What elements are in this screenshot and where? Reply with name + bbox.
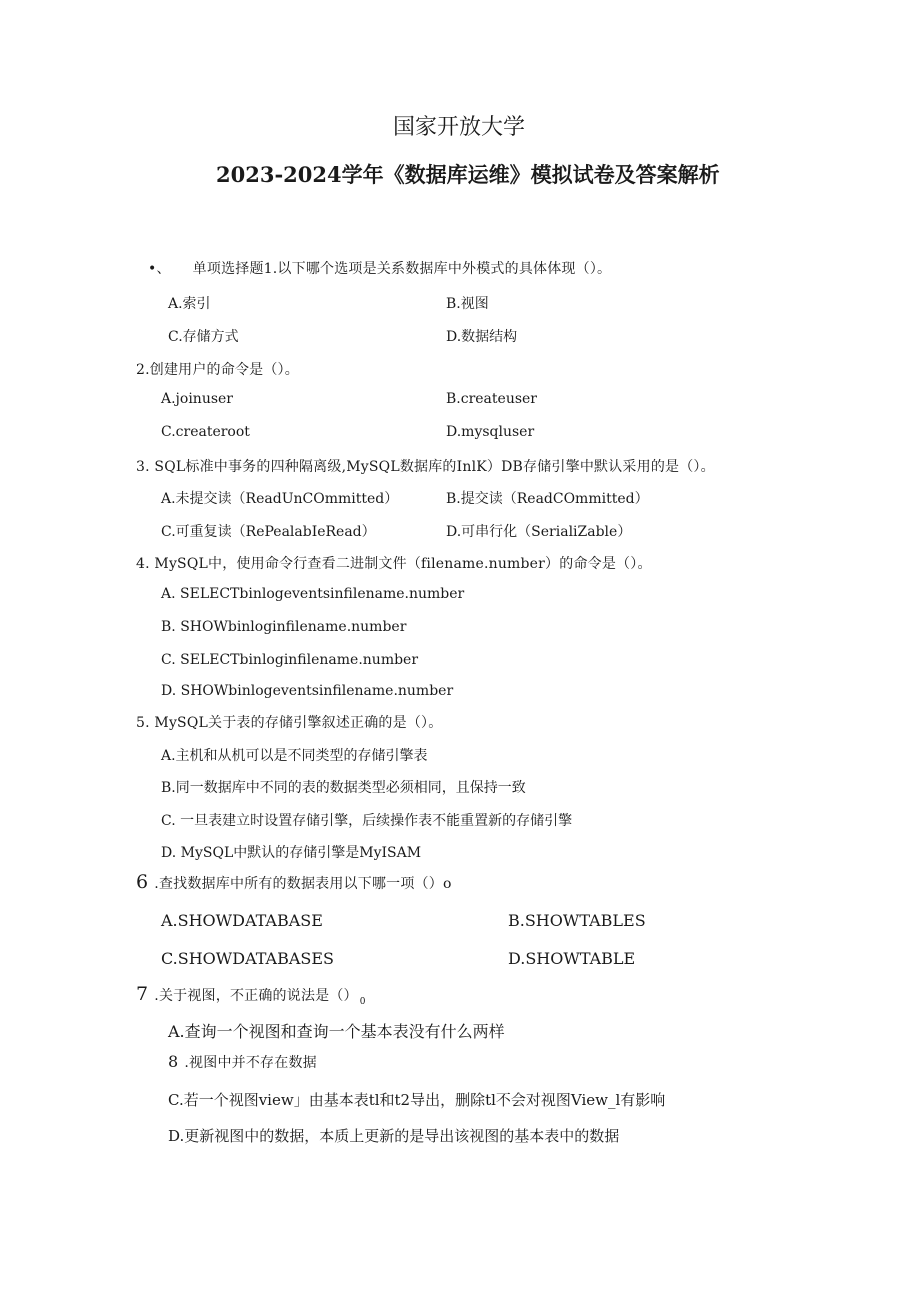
- question-5: 5. MySQL关于表的存储引擎叙述正确的是（）。: [136, 715, 443, 731]
- q5-option-a: A.主机和从机可以是不同类型的存储引擎表: [161, 748, 428, 764]
- q6-option-b: B.SHOWTABLES: [508, 911, 646, 930]
- question-6-number: 6: [136, 871, 149, 893]
- question-2: 2.创建用户的命令是（）。: [136, 362, 299, 378]
- question-6-text: .查找数据库中所有的数据表用以下哪一项（）o: [154, 876, 452, 892]
- question-7: [136, 983, 366, 1007]
- q2-option-a: A.joinuser: [161, 391, 234, 407]
- q1-option-d: D.数据结构: [446, 329, 518, 345]
- question-7-number: 7: [136, 983, 149, 1005]
- q7-option-a: A.查询一个视图和查询一个基本表没有什么两样: [168, 1022, 505, 1041]
- question-3: 3. SQL标准中事务的四种隔离级,MySQL数据库的InlK）DB存储引擎中默认采用的是（）。: [136, 459, 715, 475]
- question-8: [168, 1052, 317, 1072]
- q2-option-c: C.createroot: [161, 424, 250, 440]
- section-bullet: •、: [148, 261, 171, 277]
- q6-option-d: D.SHOWTABLE: [508, 949, 636, 968]
- question-6: [136, 871, 452, 893]
- document-title: 国家开放大学: [393, 115, 526, 140]
- question-1-text: 单项选择题1.以下哪个选项是关系数据库中外模式的具体体现（）。: [192, 261, 612, 277]
- q2-option-d: D.mysqluser: [446, 424, 535, 440]
- question-8-number: 8: [168, 1052, 179, 1071]
- question-8-text: .视图中并不存在数据: [184, 1055, 317, 1071]
- question-7-text: .关于视图，不正确的说法是（）: [154, 988, 358, 1004]
- q6-option-c: C.SHOWDATABASES: [161, 949, 335, 968]
- q3-option-c: C.可重复读（RePealabIeRead）: [161, 524, 376, 540]
- q5-option-c: C. 一旦表建立时设置存储引擎，后续操作表不能重置新的存储引擎: [161, 813, 573, 829]
- q4-option-c: C. SELECTbinloginfilename.number: [161, 652, 419, 668]
- q8-option-d: D.更新视图中的数据，本质上更新的是导出该视图的基本表中的数据: [168, 1127, 620, 1145]
- question-1: [148, 258, 611, 278]
- q4-option-a: A. SELECTbinlogeventsinfilename.number: [161, 586, 465, 602]
- q1-option-c: C.存储方式: [168, 329, 239, 345]
- q3-option-b: B.提交读（ReadCOmmitted）: [446, 491, 649, 507]
- question-7-suffix: 0: [359, 997, 366, 1007]
- document-subtitle: 2023-2024学年《数据库运维》模拟试卷及答案解析: [216, 162, 720, 187]
- q6-option-a: A.SHOWDATABASE: [161, 911, 323, 930]
- q3-option-d: D.可串行化（SerialiZable）: [446, 524, 632, 540]
- question-4: 4. MySQL中，使用命令行查看二进制文件（filename.number）的命令是（）。: [136, 556, 652, 572]
- q3-option-a: A.未提交读（ReadUnCOmmitted）: [161, 491, 399, 507]
- q8-option-c: C.若一个视图view」由基本表tl和t2导出，删除tl不会对视图View_l有影响: [168, 1091, 666, 1109]
- q1-option-b: B.视图: [446, 296, 489, 312]
- q5-option-d: D. MySQL中默认的存储引擎是MyISAM: [161, 845, 422, 861]
- q4-option-b: B. SHOWbinloginfilename.number: [161, 619, 407, 635]
- q5-option-b: B.同一数据库中不同的表的数据类型必须相同，且保持一致: [161, 780, 526, 796]
- q1-option-a: A.索引: [168, 296, 211, 312]
- q2-option-b: B.createuser: [446, 391, 537, 407]
- q4-option-d: D. SHOWbinlogeventsinfilename.number: [161, 683, 454, 699]
